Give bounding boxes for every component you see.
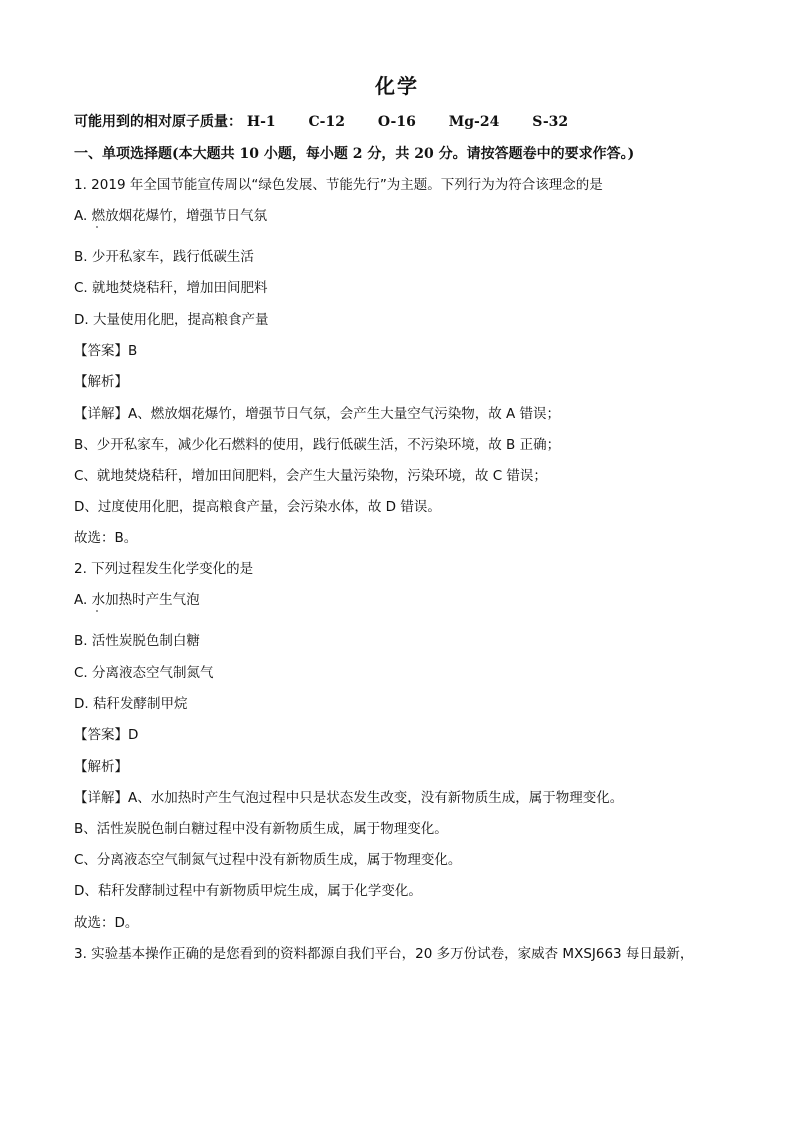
q1-detail-a: 【详解】A、燃放烟花爆竹，增强节日气氛，会产生大量空气污染物，故 A 错误；	[74, 406, 561, 422]
q1-detail-b: B、少开私家车，减少化石燃料的使用，践行低碳生活，不污染环境，故 B 正确；	[74, 437, 561, 453]
q2-choice: 故选：D。	[74, 915, 139, 931]
q2-option-d: D. 秸秆发酵制甲烷	[74, 696, 188, 712]
atomic-masses	[74, 111, 568, 131]
q2-answer: 【答案】D	[74, 727, 139, 743]
page-title: 化学	[375, 74, 419, 98]
q1-option-b: B. 少开私家车，践行低碳生活	[74, 249, 254, 265]
q2-option-a: A. 水加热时产生气泡	[74, 592, 200, 608]
q1-detail-d: D、过度使用化肥，提高粮食产量，会污染水体，故 D 错误。	[74, 499, 441, 515]
atomic-mass-s: S-32	[532, 114, 569, 130]
q1-choice: 故选：B。	[74, 530, 138, 546]
q3-stem: 3. 实验基本操作正确的是您看到的资料都源自我们平台，20 多万份试卷，家威杏 MXSJ663 每日最新，	[74, 946, 694, 962]
section-heading: 一、单项选择题(本大题共 10 小题，每小题 2 分，共 20 分。请按答题卷中的要求作答。)	[74, 146, 635, 162]
atomic-masses-label: 可能用到的相对原子质量：	[74, 114, 242, 130]
q1-analysis-label: 【解析】	[74, 374, 128, 390]
q2-detail-a: 【详解】A、水加热时产生气泡过程中只是状态发生改变，没有新物质生成，属于物理变化。	[74, 790, 624, 806]
q2-detail-c: C、分离液态空气制氮气过程中没有新物质生成，属于物理变化。	[74, 852, 462, 868]
q2-stem: 2. 下列过程发生化学变化的是	[74, 561, 254, 577]
q2-detail-b: B、活性炭脱色制白糖过程中没有新物质生成，属于物理变化。	[74, 821, 448, 837]
atomic-mass-h: H-1	[246, 114, 276, 130]
q1-detail-c: C、就地焚烧秸秆，增加田间肥料，会产生大量污染物，污染环境，故 C 错误；	[74, 468, 547, 484]
q1-option-c: C. 就地焚烧秸秆，增加田间肥料	[74, 280, 268, 296]
q1-stem: 1. 2019 年全国节能宣传周以“绿色发展、节能先行”为主题。下列行为为符合该理念的是	[74, 177, 603, 193]
q1-option-a: A. 燃放烟花爆竹，增强节日气氛	[74, 208, 268, 224]
atomic-mass-o: O-16	[377, 114, 416, 130]
q2-detail-d: D、秸秆发酵制过程中有新物质甲烷生成，属于化学变化。	[74, 883, 422, 899]
q1-option-d: D. 大量使用化肥，提高粮食产量	[74, 312, 269, 328]
q2-option-a-mark	[96, 610, 98, 612]
atomic-mass-c: C-12	[308, 114, 345, 130]
q1-answer: 【答案】B	[74, 343, 138, 359]
q1-option-a-mark	[96, 226, 98, 228]
atomic-mass-mg: Mg-24	[448, 114, 500, 130]
q2-option-c: C. 分离液态空气制氮气	[74, 665, 214, 681]
q2-option-b: B. 活性炭脱色制白糖	[74, 633, 200, 649]
q2-analysis-label: 【解析】	[74, 759, 128, 775]
